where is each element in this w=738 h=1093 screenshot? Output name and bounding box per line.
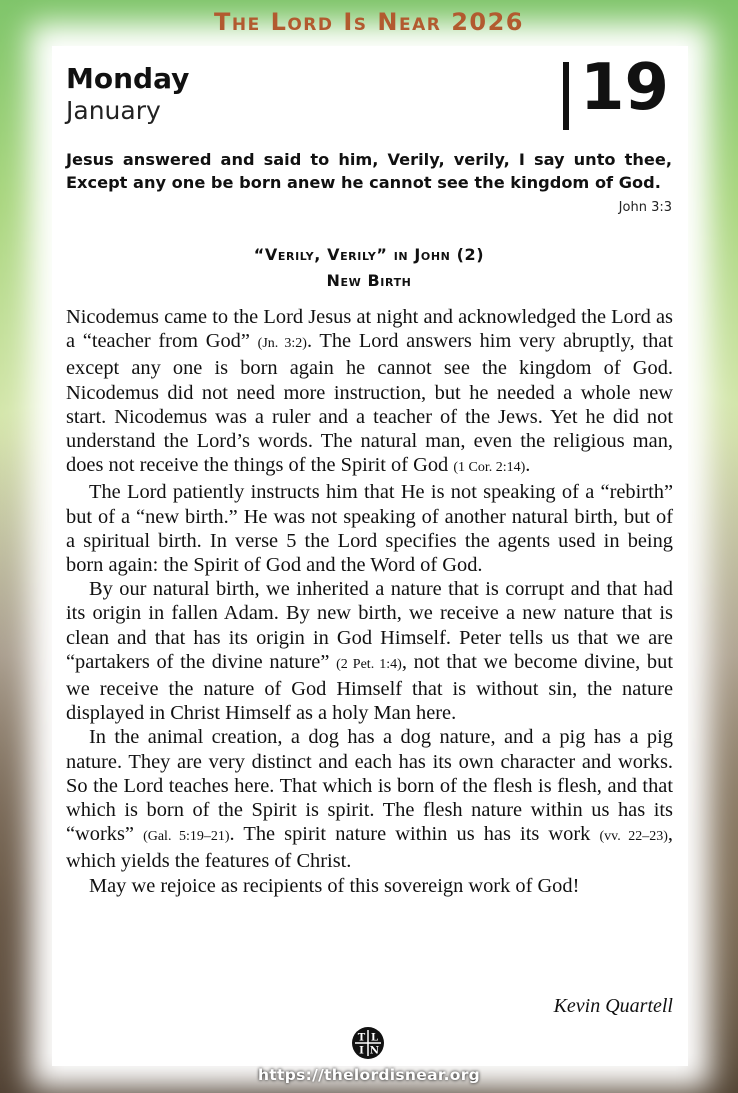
- tlin-logo-icon: [351, 1026, 385, 1060]
- paragraph-5: May we rejoice as recipients of this sovereign work of God!: [89, 874, 580, 897]
- text-run: . The spirit nature within us has its work: [229, 823, 600, 846]
- author-name: Kevin Quartell: [553, 995, 673, 1017]
- text-run: Nicodemus came to the Lord Jesus at night and acknowledged the Lord as a “teacher from God”: [66, 306, 673, 353]
- bible-reference: (Jn. 3:2): [257, 336, 307, 352]
- publication-title: The Lord Is Near 2026: [214, 8, 524, 36]
- svg-text:L: L: [370, 1032, 379, 1044]
- text-run: , not that we become divine, but we receive the nature of God Himself that is without sin, the nature displayed in Christ Himself as a holy Man here.: [66, 650, 673, 725]
- paragraph-3: [66, 577, 673, 725]
- article-title: “Verily, Verily” in John (2): [253, 245, 485, 264]
- scripture-reference: John 3:3: [618, 200, 672, 215]
- paragraph-2: The Lord patiently instructs him that He is not speaking of a “rebirth” but of a “new birth.” He was not speaking of another natural birth, but of a spiritual birth. In verse 5 the Lord specifies the agents used in being born again: the Spirit of God and the Word of God.: [66, 481, 673, 577]
- date-divider: [563, 62, 569, 130]
- text-run: .: [525, 454, 531, 477]
- bible-reference: (2 Pet. 1:4): [336, 656, 402, 672]
- paragraph-4: [66, 725, 673, 873]
- article-subtitle: New Birth: [326, 271, 412, 290]
- svg-text:T: T: [357, 1032, 366, 1044]
- bible-reference: (Gal. 5:19–21): [143, 829, 230, 845]
- bible-reference: (1 Cor. 2:14): [453, 460, 526, 476]
- text-run: , which yields the features of Christ.: [66, 823, 673, 873]
- paragraph-1: [66, 305, 673, 480]
- month: January: [66, 96, 161, 125]
- text-run: In the animal creation, a dog has a dog nature, and a pig has a pig nature. They are very distinct and each has its own character and works. So the Lord teaches here. That which is born of the flesh is flesh, and that which is born of the Spirit is spirit. The flesh nature within us has its “works”: [66, 726, 673, 846]
- day-number: 19: [580, 51, 670, 125]
- weekday: Monday: [66, 62, 190, 95]
- bible-reference: (vv. 22–23): [599, 829, 668, 845]
- article-body: [66, 305, 673, 898]
- website-link[interactable]: https://thelordisnear.org: [257, 1066, 481, 1084]
- scripture-verse: Jesus answered and said to him, Verily, verily, I say unto thee, Except any one be born anew he cannot see the kingdom of God.: [66, 150, 672, 192]
- text-run: . The Lord answers him very abruptly, that except any one is born again he cannot see the kingdom of God. Nicodemus did not need more instruction, but he needed a whole new start. Nicodemus was a ruler and a teacher of the Jews. Yet he did not understand the Lord’s words. The natural man, even the religious man, does not receive the things of the Spirit of God: [66, 330, 674, 477]
- svg-text:N: N: [369, 1045, 380, 1057]
- svg-text:I: I: [359, 1045, 364, 1057]
- text-run: By our natural birth, we inherited a nature that is corrupt and that had its origin in fallen Adam. By new birth, we receive a new nature that is clean and that has its origin in God Himself. Peter tells us that we are “partakers of the divine nature”: [66, 578, 673, 673]
